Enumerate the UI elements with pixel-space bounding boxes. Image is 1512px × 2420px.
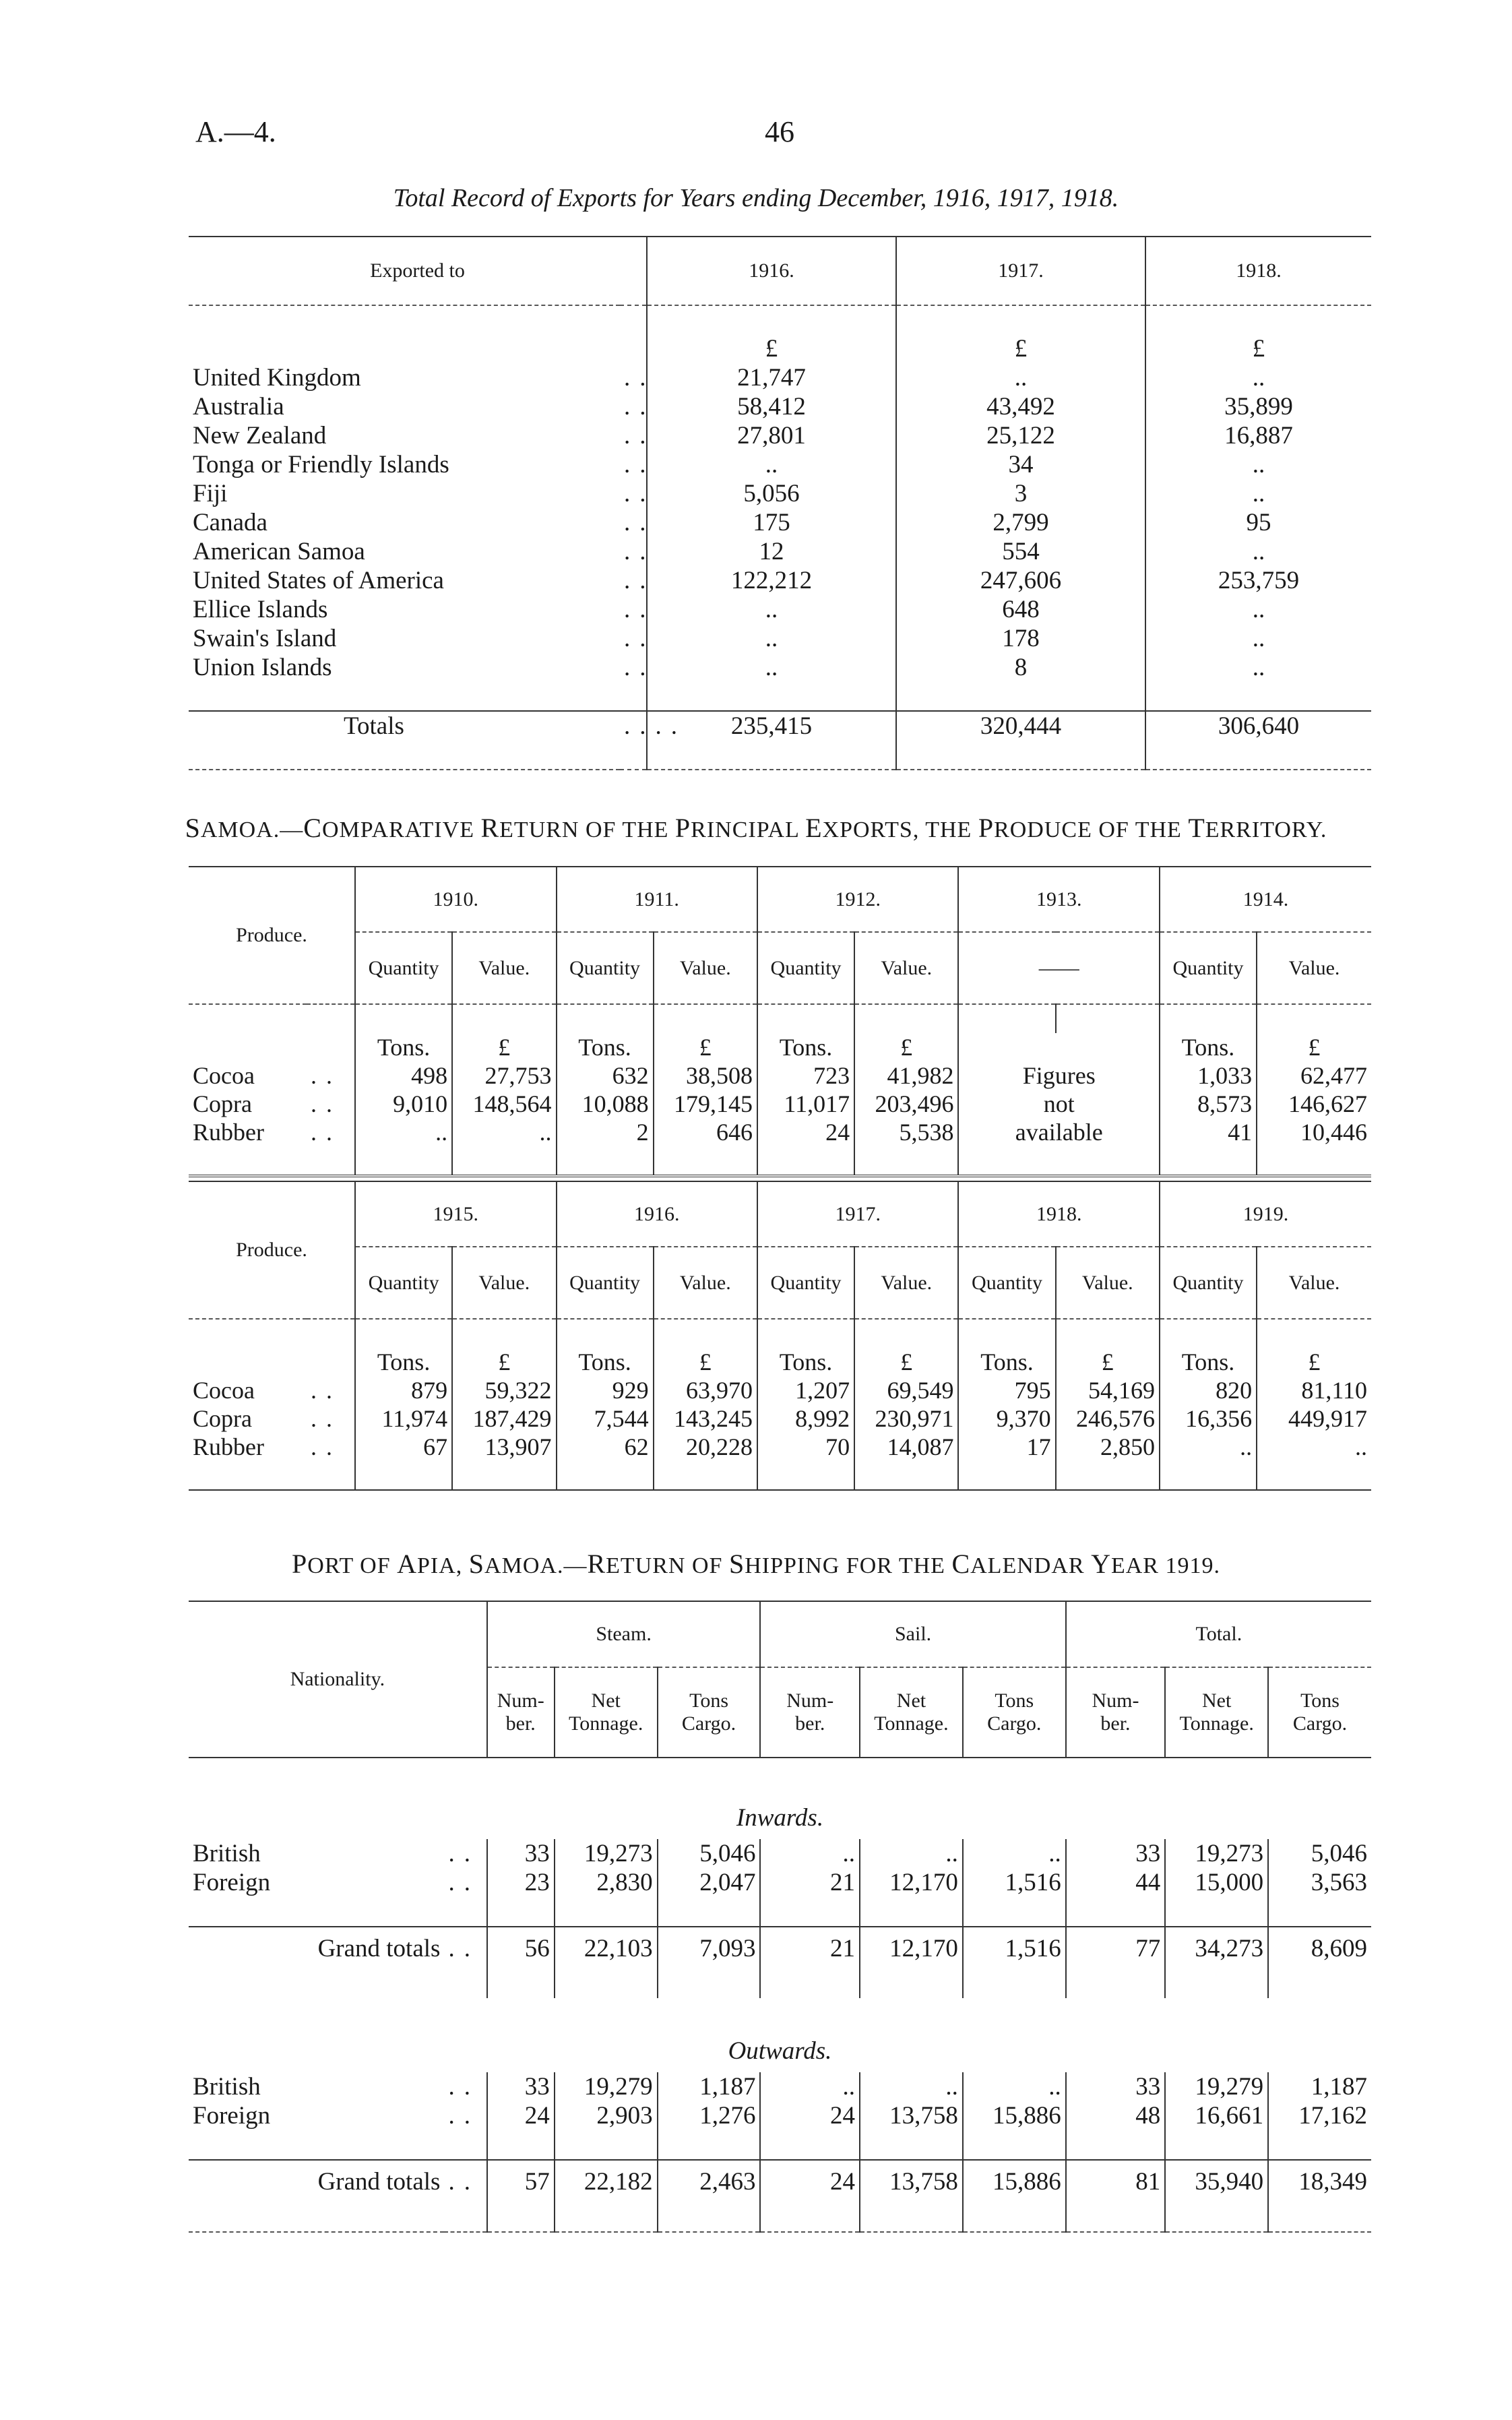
shipping-value: 19,279 <box>1165 2072 1268 2101</box>
exports-table: Exported to 1916. 1917. 1918. £ £ £ United Kingdom .. 21,747 .. .. Australia .. 58,412 43,492 35,899 New Zealand .. 27,801 25,122 16,887 Tonga or Friendly Islands .. .. 34 .. Fiji .. 5,056 3 .. Canada .. 175 2,799 95 American Samoa .. 12 554 .. United States of America .. 122,212 247,606 253,759 Ellice Islands .. .. 648 .. Swain's Island .. .. 178 .. Union Islands .. .. 8 .. Totals .... 235,415 320,444 306,640 <box>189 236 1371 770</box>
grand-total-value: 12,170 <box>860 1927 963 1969</box>
unit-label: £ <box>854 1033 958 1061</box>
quantity-value: 1,033 <box>1160 1061 1257 1090</box>
table-row: Foreign .. 24 2,903 1,276 24 13,758 15,886 48 16,661 17,162 <box>189 2101 1371 2130</box>
table-row: Rubber .. .. .. 2 646 24 5,538 available 41 10,446 <box>189 1118 1371 1146</box>
export-value: .. <box>1145 450 1371 479</box>
nationality-name: Foreign <box>193 1869 271 1896</box>
table-row: United States of America .. 122,212 247,606 253,759 <box>189 566 1371 595</box>
year-header: 1917. <box>757 1181 958 1247</box>
quantity-header: Quantity <box>355 932 452 1004</box>
shipping-value: 21 <box>760 1868 860 1897</box>
tons-label: Tons. <box>757 1033 854 1061</box>
grand-total-value: 15,886 <box>963 2160 1066 2202</box>
year-header: 1915. <box>355 1181 556 1247</box>
export-value: 247,606 <box>896 566 1145 595</box>
value-amount: 14,087 <box>854 1433 958 1461</box>
value-amount: 203,496 <box>854 1090 958 1118</box>
unit-label: £ <box>452 1348 556 1376</box>
quantity-value: 17 <box>958 1433 1055 1461</box>
shipping-value: 1,516 <box>963 1868 1066 1897</box>
quantity-value: 1,207 <box>757 1376 854 1404</box>
export-value: 43,492 <box>896 392 1145 421</box>
subheader: Tons Cargo. <box>1268 1667 1371 1758</box>
exported-to-header: Exported to <box>189 237 647 305</box>
shipping-value: 5,046 <box>658 1839 761 1868</box>
total-value: 235,415 <box>647 711 896 741</box>
shipping-value: 1,187 <box>1268 2072 1371 2101</box>
export-value: .. <box>647 624 896 653</box>
grand-total-value: 81 <box>1066 2160 1166 2202</box>
grand-total-value: 2,463 <box>658 2160 761 2202</box>
table-row: Union Islands .. .. 8 .. <box>189 653 1371 682</box>
value-amount: 81,110 <box>1257 1376 1371 1404</box>
unit-label: £ <box>854 1348 958 1376</box>
produce-table-1915-1919 <box>189 1181 1371 1491</box>
section-label: Outwards. <box>728 2037 832 2065</box>
figures-not-available: not <box>958 1090 1159 1118</box>
export-value: 122,212 <box>647 566 896 595</box>
produce-title: SAMOA.—COMPARATIVE RETURN OF THE PRINCIPAL EXPORTS, THE PRODUCE OF THE TERRITORY. <box>185 813 1327 843</box>
value-header: Value. <box>854 932 958 1004</box>
country-name: Canada <box>193 509 267 536</box>
country-name: American Samoa <box>193 538 365 565</box>
export-value: .. <box>647 450 896 479</box>
shipping-value: 2,047 <box>658 1868 761 1897</box>
quantity-value: 7,544 <box>557 1404 654 1433</box>
value-header: Value. <box>452 1247 556 1319</box>
subheader: Tons Cargo. <box>963 1667 1066 1758</box>
export-value: 648 <box>896 595 1145 624</box>
shipping-value: 19,279 <box>555 2072 658 2101</box>
table-row: Foreign .. 23 2,830 2,047 21 12,170 1,516 44 15,000 3,563 <box>189 1868 1371 1897</box>
produce-name: Copra <box>193 1405 252 1432</box>
shipping-value: 1,276 <box>658 2101 761 2130</box>
quantity-header: Quantity <box>1160 932 1257 1004</box>
export-value: 2,799 <box>896 508 1145 537</box>
value-header: Value. <box>654 932 757 1004</box>
year-header: 1918. <box>1145 237 1371 305</box>
tons-label: Tons. <box>757 1348 854 1376</box>
quantity-value: 723 <box>757 1061 854 1090</box>
produce-name: Cocoa <box>193 1062 255 1089</box>
value-amount: 10,446 <box>1257 1118 1371 1146</box>
shipping-value: 2,903 <box>555 2101 658 2130</box>
value-amount: 143,245 <box>654 1404 757 1433</box>
shipping-value: .. <box>963 2072 1066 2101</box>
table-row: Copra .. 11,974 187,429 7,544 143,245 8,992 230,971 9,370 246,576 16,356 449,917 <box>189 1404 1371 1433</box>
table-row: British .. 33 19,279 1,187 .. .. .. 33 19,279 1,187 <box>189 2072 1371 2101</box>
shipping-value: 33 <box>1066 1839 1166 1868</box>
figures-not-available: available <box>958 1118 1159 1146</box>
shipping-value: 2,830 <box>555 1868 658 1897</box>
table-row: Cocoa .. 498 27,753 632 38,508 723 41,982 Figures 1,033 62,477 <box>189 1061 1371 1090</box>
quantity-value: 929 <box>557 1376 654 1404</box>
country-name: Swain's Island <box>193 625 337 652</box>
nationality-name: Foreign <box>193 2102 271 2130</box>
shipping-title: PORT OF APIA, SAMOA.—RETURN OF SHIPPING FOR THE CALENDAR YEAR 1919. <box>292 1549 1220 1579</box>
quantity-value: 70 <box>757 1433 854 1461</box>
group-header: Sail. <box>760 1601 1065 1667</box>
value-amount: .. <box>1257 1433 1371 1461</box>
year-header: 1917. <box>896 237 1145 305</box>
value-amount: 146,627 <box>1257 1090 1371 1118</box>
grand-total-value: 1,516 <box>963 1927 1066 1969</box>
grand-total-value: 35,940 <box>1165 2160 1268 2202</box>
total-value: 306,640 <box>1145 711 1371 741</box>
value-amount: 59,322 <box>452 1376 556 1404</box>
quantity-value: 498 <box>355 1061 452 1090</box>
value-amount: 13,907 <box>452 1433 556 1461</box>
unit-label: £ <box>654 1348 757 1376</box>
shipping-value: .. <box>860 1839 963 1868</box>
shipping-value: .. <box>860 2072 963 2101</box>
shipping-value: 44 <box>1066 1868 1166 1897</box>
shipping-value: 1,187 <box>658 2072 761 2101</box>
quantity-value: 11,017 <box>757 1090 854 1118</box>
value-amount: 646 <box>654 1118 757 1146</box>
grand-total-value: 57 <box>487 2160 555 2202</box>
value-amount: .. <box>452 1118 556 1146</box>
value-amount: 69,549 <box>854 1376 958 1404</box>
year-header: 1919. <box>1160 1181 1371 1247</box>
quantity-header: Quantity <box>355 1247 452 1319</box>
country-name: Ellice Islands <box>193 596 328 623</box>
shipping-value: 33 <box>487 2072 555 2101</box>
produce-name: Rubber <box>193 1433 264 1460</box>
quantity-value: 9,370 <box>958 1404 1055 1433</box>
grand-totals-row: Grand totals .. 57 22,182 2,463 24 13,758 15,886 81 35,940 18,349 <box>189 2160 1371 2202</box>
table-row: Tonga or Friendly Islands .. .. 34 .. <box>189 450 1371 479</box>
quantity-value: 62 <box>557 1433 654 1461</box>
grand-total-value: 34,273 <box>1165 1927 1268 1969</box>
shipping-value: 3,563 <box>1268 1868 1371 1897</box>
grand-total-value: 21 <box>760 1927 860 1969</box>
table-row: Copra .. 9,010 148,564 10,088 179,145 11,017 203,496 not 8,573 146,627 <box>189 1090 1371 1118</box>
quantity-value: 795 <box>958 1376 1055 1404</box>
value-amount: 20,228 <box>654 1433 757 1461</box>
shipping-value: 24 <box>760 2101 860 2130</box>
export-value: 21,747 <box>647 363 896 392</box>
grand-total-value: 22,182 <box>555 2160 658 2202</box>
document-series: A.—4. <box>195 115 276 148</box>
shipping-value: 15,000 <box>1165 1868 1268 1897</box>
value-amount: 187,429 <box>452 1404 556 1433</box>
export-value: 175 <box>647 508 896 537</box>
quantity-header: Quantity <box>757 1247 854 1319</box>
export-value: 3 <box>896 479 1145 508</box>
year-header: 1910. <box>355 867 556 932</box>
export-value: 27,801 <box>647 421 896 450</box>
produce-name: Copra <box>193 1090 252 1117</box>
table-row: Rubber .. 67 13,907 62 20,228 70 14,087 17 2,850 .. .. <box>189 1433 1371 1461</box>
table-row: Cocoa .. 879 59,322 929 63,970 1,207 69,549 795 54,169 820 81,110 <box>189 1376 1371 1404</box>
subheader: Net Tonnage. <box>555 1667 658 1758</box>
produce-header: Produce. <box>189 1181 355 1319</box>
value-header: Value. <box>452 932 556 1004</box>
value-amount: 38,508 <box>654 1061 757 1090</box>
quantity-value: 67 <box>355 1433 452 1461</box>
table-row: Swain's Island .. .. 178 .. <box>189 624 1371 653</box>
value-amount: 41,982 <box>854 1061 958 1090</box>
tons-label: Tons. <box>1160 1033 1257 1061</box>
grand-totals-label: Grand totals <box>317 2167 441 2196</box>
quantity-value: 41 <box>1160 1118 1257 1146</box>
year-header: 1911. <box>557 867 758 932</box>
value-amount: 230,971 <box>854 1404 958 1433</box>
subheader: Num- ber. <box>1066 1667 1166 1758</box>
year-header: 1918. <box>958 1181 1159 1247</box>
unit-label: £ <box>647 334 896 363</box>
unit-label: £ <box>1257 1033 1371 1061</box>
unit-label: £ <box>452 1033 556 1061</box>
unit-label: £ <box>1145 334 1371 363</box>
quantity-value: .. <box>1160 1433 1257 1461</box>
year-header: 1916. <box>557 1181 757 1247</box>
produce-name: Rubber <box>193 1119 264 1146</box>
subheader: Net Tonnage. <box>1165 1667 1268 1758</box>
grand-total-value: 77 <box>1066 1927 1166 1969</box>
grand-total-value: 18,349 <box>1268 2160 1371 2202</box>
country-name: Union Islands <box>193 654 332 681</box>
value-amount: 179,145 <box>654 1090 757 1118</box>
total-value: 320,444 <box>896 711 1145 741</box>
country-name: Fiji <box>193 480 228 507</box>
value-header: Value. <box>1056 1247 1160 1319</box>
shipping-value: .. <box>760 1839 860 1868</box>
quantity-value: 2 <box>557 1118 654 1146</box>
unit-label: £ <box>654 1033 757 1061</box>
country-name: Tonga or Friendly Islands <box>193 451 449 478</box>
unit-label: £ <box>1257 1348 1371 1376</box>
value-header: Value. <box>1257 1247 1371 1319</box>
group-header: Total. <box>1066 1601 1371 1667</box>
export-value: 5,056 <box>647 479 896 508</box>
export-value: 58,412 <box>647 392 896 421</box>
export-value: 12 <box>647 537 896 566</box>
value-amount: 5,538 <box>854 1118 958 1146</box>
export-value: 178 <box>896 624 1145 653</box>
grand-total-value: 13,758 <box>860 2160 963 2202</box>
export-value: 554 <box>896 537 1145 566</box>
export-value: .. <box>1145 363 1371 392</box>
nationality-name: British <box>193 2073 261 2101</box>
export-value: .. <box>1145 653 1371 682</box>
grand-totals-row: Grand totals .. 56 22,103 7,093 21 12,170 1,516 77 34,273 8,609 <box>189 1927 1371 1969</box>
table-row: American Samoa .. 12 554 .. <box>189 537 1371 566</box>
produce-table-1910-1914 <box>189 866 1371 1177</box>
quantity-value: 24 <box>757 1118 854 1146</box>
shipping-value: 15,886 <box>963 2101 1066 2130</box>
shipping-table <box>189 1601 1371 2233</box>
value-amount: 449,917 <box>1257 1404 1371 1433</box>
nationality-name: British <box>193 1840 261 1867</box>
value-amount: 54,169 <box>1056 1376 1160 1404</box>
grand-totals-label: Grand totals <box>317 1934 441 1962</box>
export-value: .. <box>647 595 896 624</box>
shipping-value: .. <box>760 2072 860 2101</box>
shipping-value: 13,758 <box>860 2101 963 2130</box>
table-row: New Zealand .. 27,801 25,122 16,887 <box>189 421 1371 450</box>
export-value: 25,122 <box>896 421 1145 450</box>
grand-total-value: 24 <box>760 2160 860 2202</box>
value-amount: 62,477 <box>1257 1061 1371 1090</box>
quantity-value: 10,088 <box>557 1090 654 1118</box>
export-value: .. <box>1145 479 1371 508</box>
shipping-value: 48 <box>1066 2101 1166 2130</box>
quantity-value: 632 <box>557 1061 654 1090</box>
country-name: Australia <box>193 393 284 421</box>
table-row: Australia .. 58,412 43,492 35,899 <box>189 392 1371 421</box>
grand-total-value: 56 <box>487 1927 555 1969</box>
quantity-value: 879 <box>355 1376 452 1404</box>
tons-label: Tons. <box>355 1033 452 1061</box>
subheader: Num- ber. <box>760 1667 860 1758</box>
nationality-header: Nationality. <box>189 1601 487 1758</box>
export-value: 35,899 <box>1145 392 1371 421</box>
export-value: .. <box>647 653 896 682</box>
quantity-header: Quantity <box>757 932 854 1004</box>
table-row: British .. 33 19,273 5,046 .. .. .. 33 19,273 5,046 <box>189 1839 1371 1868</box>
value-header: Value. <box>1257 932 1371 1004</box>
value-amount: 148,564 <box>452 1090 556 1118</box>
shipping-value: 12,170 <box>860 1868 963 1897</box>
tons-label: Tons. <box>1160 1348 1257 1376</box>
value-amount: 27,753 <box>452 1061 556 1090</box>
year-header: 1916. <box>647 237 896 305</box>
figures-not-available: Figures <box>958 1061 1159 1090</box>
subheader: Num- ber. <box>487 1667 555 1758</box>
shipping-value: .. <box>963 1839 1066 1868</box>
shipping-value: 23 <box>487 1868 555 1897</box>
export-value: 8 <box>896 653 1145 682</box>
tons-label: Tons. <box>557 1348 654 1376</box>
shipping-value: 33 <box>487 1839 555 1868</box>
tons-label: Tons. <box>557 1033 654 1061</box>
value-amount: 2,850 <box>1056 1433 1160 1461</box>
export-value: 34 <box>896 450 1145 479</box>
table-row: Fiji .. 5,056 3 .. <box>189 479 1371 508</box>
export-value: .. <box>1145 595 1371 624</box>
quantity-value: 820 <box>1160 1376 1257 1404</box>
group-header: Steam. <box>487 1601 761 1667</box>
export-value: 253,759 <box>1145 566 1371 595</box>
quantity-header: Quantity <box>557 932 654 1004</box>
quantity-value: 11,974 <box>355 1404 452 1433</box>
quantity-value: 8,992 <box>757 1404 854 1433</box>
quantity-value: 16,356 <box>1160 1404 1257 1433</box>
country-name: United Kingdom <box>193 364 361 392</box>
export-value: 16,887 <box>1145 421 1371 450</box>
section-label: Inwards. <box>736 1804 824 1832</box>
table-row: Canada .. 175 2,799 95 <box>189 508 1371 537</box>
shipping-value: 5,046 <box>1268 1839 1371 1868</box>
not-available-dash: —— <box>958 932 1159 1004</box>
produce-name: Cocoa <box>193 1377 255 1404</box>
shipping-value: 33 <box>1066 2072 1166 2101</box>
export-value: .. <box>1145 624 1371 653</box>
shipping-value: 24 <box>487 2101 555 2130</box>
shipping-value: 16,661 <box>1165 2101 1268 2130</box>
totals-label: Totals <box>344 712 404 740</box>
year-header: 1914. <box>1160 867 1371 932</box>
subheader: Tons Cargo. <box>658 1667 761 1758</box>
grand-total-value: 8,609 <box>1268 1927 1371 1969</box>
value-amount: 246,576 <box>1056 1404 1160 1433</box>
grand-total-value: 7,093 <box>658 1927 761 1969</box>
page-number: 46 <box>765 115 794 148</box>
value-header: Value. <box>854 1247 958 1319</box>
table-row: Ellice Islands .. .. 648 .. <box>189 595 1371 624</box>
country-name: United States of America <box>193 567 444 594</box>
value-amount: 63,970 <box>654 1376 757 1404</box>
tons-label: Tons. <box>958 1348 1055 1376</box>
quantity-header: Quantity <box>557 1247 654 1319</box>
year-header: 1913. <box>958 867 1159 932</box>
table-row: United Kingdom .. 21,747 .. .. <box>189 363 1371 392</box>
tons-label: Tons. <box>355 1348 452 1376</box>
country-name: New Zealand <box>193 422 327 449</box>
unit-label: £ <box>1056 1348 1160 1376</box>
quantity-value: .. <box>355 1118 452 1146</box>
quantity-value: 8,573 <box>1160 1090 1257 1118</box>
quantity-header: Quantity <box>1160 1247 1257 1319</box>
grand-total-value: 22,103 <box>555 1927 658 1969</box>
shipping-value: 19,273 <box>1165 1839 1268 1868</box>
export-value: .. <box>1145 537 1371 566</box>
export-value: 95 <box>1145 508 1371 537</box>
exports-title: Total Record of Exports for Years ending December, 1916, 1917, 1918. <box>393 184 1119 212</box>
unit-label: £ <box>896 334 1145 363</box>
quantity-header: Quantity <box>958 1247 1055 1319</box>
shipping-value: 19,273 <box>555 1839 658 1868</box>
shipping-value: 17,162 <box>1268 2101 1371 2130</box>
export-value: .. <box>896 363 1145 392</box>
subheader: Net Tonnage. <box>860 1667 963 1758</box>
value-header: Value. <box>654 1247 757 1319</box>
produce-header: Produce. <box>189 867 355 1004</box>
year-header: 1912. <box>757 867 958 932</box>
quantity-value: 9,010 <box>355 1090 452 1118</box>
